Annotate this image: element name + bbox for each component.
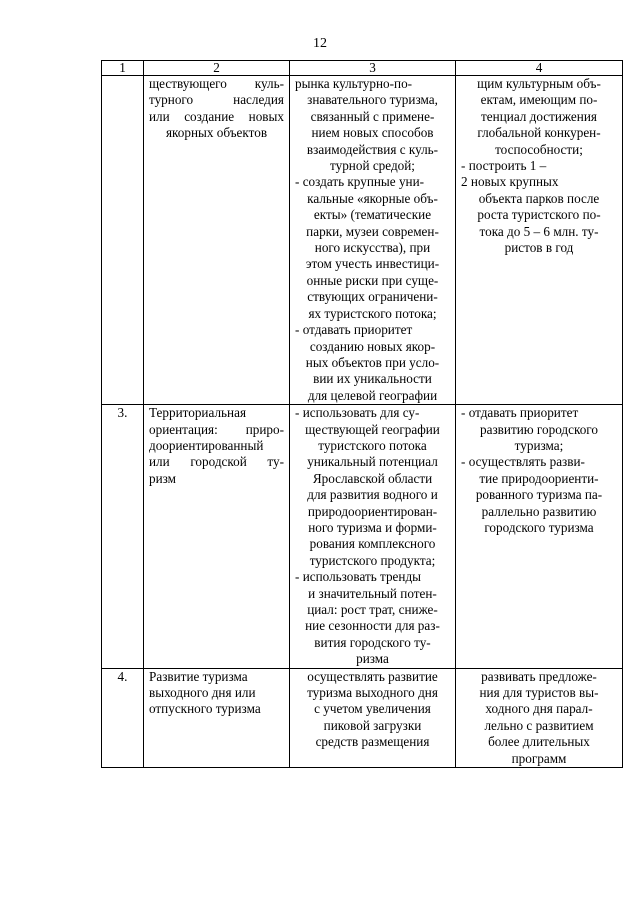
cell-text-line: - отдавать приоритет <box>295 322 413 338</box>
page-number: 12 <box>313 36 327 51</box>
cell-text-line: рованного туризма па- <box>475 487 603 503</box>
table-cell-col3 <box>290 668 456 767</box>
table-cell-col3 <box>290 76 456 405</box>
cell-text-line: более длительных <box>488 734 590 750</box>
cell-text-line: лельно с развитием <box>484 717 594 733</box>
table-cell-col2 <box>144 668 290 767</box>
cell-text-line: отпускного туризма <box>149 701 261 717</box>
cell-text-line: циал: рост трат, сниже- <box>307 602 438 617</box>
cell-text-line: роста туристского по- <box>477 207 601 223</box>
cell-text-line: доориентированный <box>149 437 264 453</box>
cell-text-line: знавательного туризма, <box>307 92 438 108</box>
cell-text-line: для целевой географии <box>307 387 438 403</box>
cell-text-line: 2 новых крупных <box>461 174 559 190</box>
table-row <box>102 76 623 405</box>
cell-text-line: рования комплексного <box>309 536 436 552</box>
cell-text-line: связанный с примене- <box>310 108 435 124</box>
cell-text-line: тенциал достижения <box>481 108 597 124</box>
cell-text-line: ния для туристов вы- <box>479 685 599 701</box>
cell-text-line: развивать предложе- <box>481 668 597 684</box>
cell-text-line: Развитие туризма <box>149 668 248 684</box>
cell-text-line: онные риски при суще- <box>306 272 439 288</box>
cell-text-line: - отдавать приоритет <box>461 405 579 421</box>
cell-text-line: ектам, имеющим по- <box>480 92 598 108</box>
cell-text-line: или городской ту- <box>149 454 284 470</box>
cell-text-line: уникальный потенциал <box>307 454 438 470</box>
cell-text-line: глобальной конкурен- <box>477 125 601 141</box>
cell-text-line: выходного дня или <box>149 685 256 701</box>
table-row <box>102 405 623 669</box>
cell-text-line: парки, музеи современ- <box>306 223 439 239</box>
table-cell-col2 <box>144 76 290 405</box>
cell-text-line: екты» (тематические <box>313 207 432 223</box>
row-number-cell: 4. <box>102 668 144 767</box>
cell-text-line: якорных объектов <box>165 125 268 141</box>
cell-text-line: ризма <box>356 651 389 667</box>
cell-text-line: пиковой загрузки <box>323 717 422 733</box>
cell-text-line: кальные «якорные объ- <box>307 190 438 206</box>
table-cell-col4 <box>456 76 623 405</box>
cell-text-line: - использовать тренды <box>295 569 422 585</box>
cell-text-line: осуществлять развитие <box>307 668 438 684</box>
cell-text-line: природоориентирован- <box>307 503 438 519</box>
header-cell: 3 <box>290 61 456 76</box>
cell-text-line: городского туризма <box>484 519 594 535</box>
cell-text-line: ствующих ограничени- <box>307 289 438 305</box>
cell-text-line: турной средой; <box>330 158 415 174</box>
cell-text-line: взаимодействия с куль- <box>306 141 439 157</box>
cell-text-line: ществующего куль- <box>149 76 284 91</box>
cell-text-line: Ярославской области <box>312 470 433 486</box>
table-row <box>102 668 623 767</box>
cell-text-line: туризма выходного дня <box>307 685 438 701</box>
cell-text-line: нием новых способов <box>311 125 434 141</box>
strategy-table <box>101 60 623 768</box>
cell-text-line: турного наследия <box>149 92 284 108</box>
table-cell-col4 <box>456 668 623 767</box>
cell-text-line: с учетом увеличения <box>314 701 431 717</box>
cell-text-line: ризм <box>149 470 177 486</box>
cell-text-line: вития городского ту- <box>314 634 431 650</box>
cell-text-line: - создать крупные уни- <box>295 174 425 190</box>
cell-text-line: Территориальная <box>149 405 247 421</box>
cell-text-line: вии их уникальности <box>313 371 432 387</box>
cell-text-line: средств размещения <box>315 734 430 750</box>
cell-text-line: тока до 5 – 6 млн. ту- <box>479 223 599 239</box>
cell-text-line: ях туристского потока; <box>308 305 437 321</box>
row-number-cell <box>102 76 144 405</box>
cell-text-line: тие природоориенти- <box>479 470 599 486</box>
cell-text-line: щим культурным объ- <box>477 76 601 91</box>
cell-text-line: туристского потока <box>318 437 427 453</box>
cell-text-line: рынка культурно-по- <box>295 76 413 91</box>
cell-text-line: программ <box>511 750 567 766</box>
cell-text-line: раллельно развитию <box>481 503 597 519</box>
cell-text-line: ществующей географии <box>305 421 440 437</box>
cell-text-line: и значительный потен- <box>308 585 437 601</box>
cell-text-line: ориентация: приро- <box>149 421 284 437</box>
cell-text-line: ходного дня парал- <box>485 701 593 717</box>
row-number-cell: 3. <box>102 405 144 669</box>
cell-text-line: объекта парков после <box>478 190 600 206</box>
cell-text-line: ние сезонности для раз- <box>305 618 440 634</box>
header-cell: 4 <box>456 61 623 76</box>
table-cell-col4 <box>456 405 623 669</box>
cell-text-line: для развития водного и <box>307 487 438 503</box>
cell-text-line: ного искусства), при <box>314 240 431 256</box>
cell-text-line: ного туризма и форми- <box>308 519 437 535</box>
cell-text-line: - использовать для су- <box>295 405 420 421</box>
cell-text-line: туристского продукта; <box>309 552 436 568</box>
header-cell: 1 <box>102 61 144 76</box>
cell-text-line: развитию городского <box>480 421 598 437</box>
cell-text-line: тоспособности; <box>495 141 583 157</box>
cell-text-line: созданию новых якор- <box>309 338 436 354</box>
cell-text-line: - осуществлять разви- <box>461 454 585 470</box>
cell-text-line: ных объектов при усло- <box>305 354 440 370</box>
table-cell-col2 <box>144 405 290 669</box>
table-cell-col3 <box>290 405 456 669</box>
cell-text-line: - построить 1 – <box>461 158 547 174</box>
table-header-row <box>102 61 623 76</box>
cell-text-line: или создание новых <box>149 108 284 124</box>
header-cell: 2 <box>144 61 290 76</box>
cell-text-line: этом учесть инвестици- <box>305 256 440 272</box>
cell-text-line: ристов в год <box>504 240 574 256</box>
cell-text-line: туризма; <box>514 437 564 453</box>
